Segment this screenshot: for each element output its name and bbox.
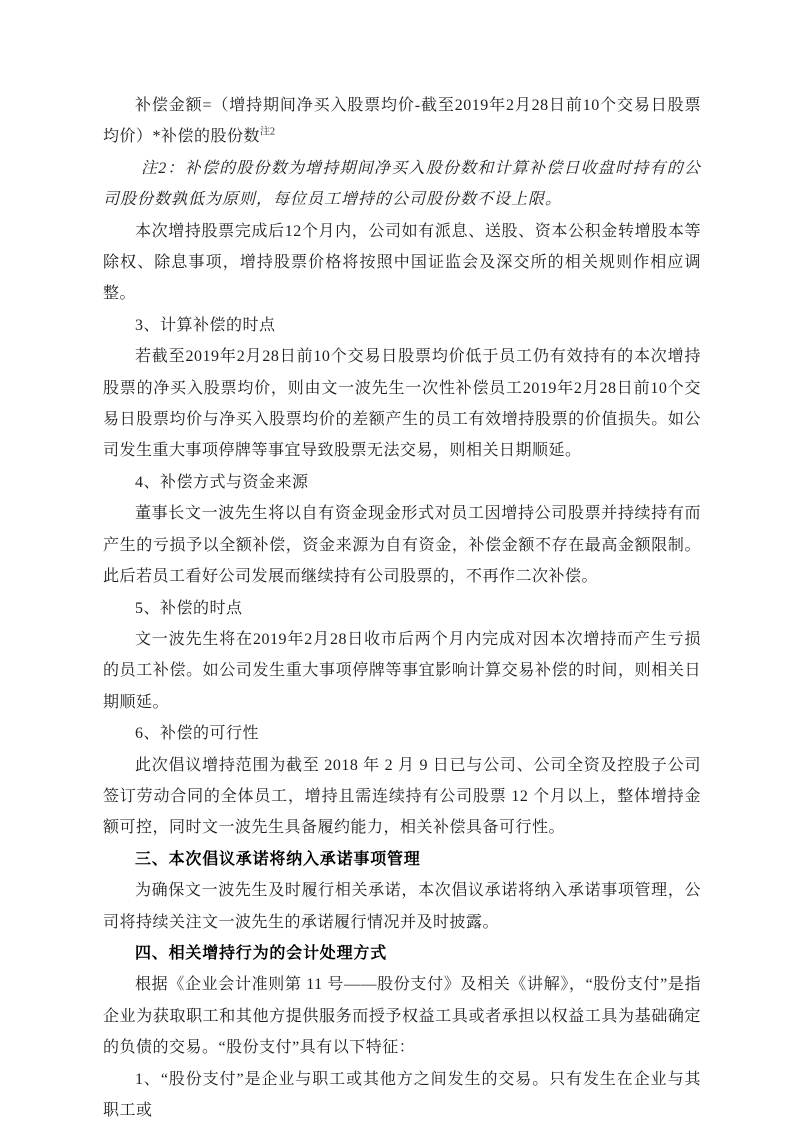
- body-paragraph: [103, 969, 701, 1063]
- formula-paragraph: [103, 90, 701, 153]
- paragraph-text: 6、补偿的可行性: [135, 725, 260, 743]
- body-paragraph: [103, 624, 701, 718]
- paragraph-text: 补偿金额=（增持期间净买入股票均价-截至2019年2月28日前10个交易日股票均价）*补偿的股份数: [103, 97, 701, 146]
- footnote-reference: 注2: [260, 127, 276, 139]
- paragraph-text: 3、计算补偿的时点: [135, 316, 276, 334]
- paragraph-text: 四、相关增持行为的会计处理方式: [135, 944, 388, 962]
- body-paragraph: [103, 750, 701, 844]
- paragraph-text: 本次增持股票完成后12个月内，公司如有派息、送股、资本公积金转增股本等除权、除息事项，增持股票价格将按照中国证监会及深交所的相关规则作相应调整。: [103, 222, 701, 303]
- paragraph-text: 此次倡议增持范围为截至 2018 年 2 月 9 日已与公司、公司全资及控股子公司签订劳动合同的全体员工，增持且需连续持有公司股票 12 个月以上，整体增持金额可控，同时文一波先生具备履约能力，相关补偿具备可行性。: [103, 756, 701, 837]
- paragraph-text: 董事长文一波先生将以自有资金现金形式对员工因增持公司股票并持续持有而产生的亏损予以全额补偿，资金来源为自有资金，补偿金额不存在最高金额限制。此后若员工看好公司发展而继续持有公司股票的，不再作二次补偿。: [103, 505, 701, 586]
- paragraph-text: 注2：补偿的股份数为增持期间净买入股份数和计算补偿日收盘时持有的公司股份数孰低为原则，每位员工增持的公司股份数不设上限。: [103, 159, 701, 209]
- paragraph-text: 三、本次倡议承诺将纳入承诺事项管理: [135, 850, 421, 868]
- paragraph-text: 若截至2019年2月28日前10个交易日股票均价低于员工仍有效持有的本次增持股票的净买入股票均价，则由文一波先生一次性补偿员工2019年2月28日前10个交易日股票均价与净买入股票均价的差额产生的员工有效增持股票的价值损失。如公司发生重大事项停牌等事宜导致股票无法交易，则相关日期顺延。: [103, 348, 701, 460]
- section-heading: [103, 844, 701, 875]
- body-paragraph: [103, 467, 701, 498]
- paragraph-text: 4、补偿方式与资金来源: [135, 473, 309, 491]
- body-paragraph: [103, 718, 701, 749]
- section-heading: [103, 938, 701, 969]
- paragraph-text: 为确保文一波先生及时履行相关承诺，本次倡议承诺将纳入承诺事项管理，公司将持续关注文一波先生的承诺履行情况并及时披露。: [103, 882, 701, 931]
- body-paragraph: [103, 216, 701, 310]
- paragraph-text: 5、补偿的时点: [135, 599, 243, 617]
- body-paragraph: [103, 310, 701, 341]
- body-paragraph: [103, 341, 701, 467]
- body-paragraph: [103, 1064, 701, 1122]
- footnote-paragraph: [103, 153, 701, 216]
- body-paragraph: [103, 498, 701, 592]
- paragraph-text: 根据《企业会计准则第 11 号——股份支付》及相关《讲解》，“股份支付”是指企业为获取职工和其他方提供服务而授予权益工具或者承担以权益工具为基础确定的负债的交易。“股份支付”具有以下特征：: [103, 976, 701, 1057]
- body-paragraph: [103, 593, 701, 624]
- document-body: [103, 90, 701, 1122]
- body-paragraph: [103, 875, 701, 938]
- paragraph-text: 文一波先生将在2019年2月28日收市后两个月内完成对因本次增持而产生亏损的员工补偿。如公司发生重大事项停牌等事宜影响计算交易补偿的时间，则相关日期顺延。: [103, 630, 701, 711]
- paragraph-text: 1、“股份支付”是企业与职工或其他方之间发生的交易。只有发生在企业与其职工或: [103, 1070, 701, 1119]
